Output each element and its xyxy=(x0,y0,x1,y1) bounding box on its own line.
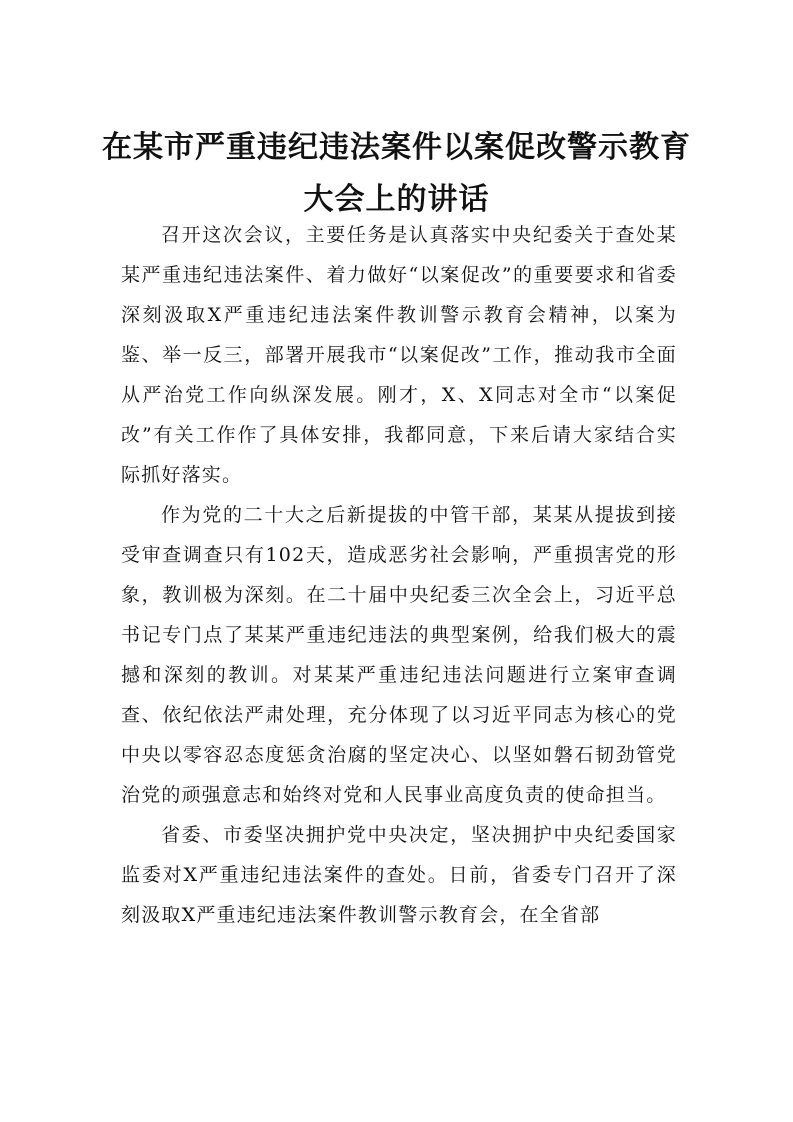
document-body xyxy=(121,215,677,935)
paragraph-1: 召开这次会议，主要任务是认真落实中央纪委关于查处某某严重违纪违法案件、着力做好“以案促改”的重要要求和省委深刻汲取X严重违纪违法案件教训警示教育会精神，以案为鉴、举一反三，部署开展我市“以案促改”工作，推动我市全面从严治党工作向纵深发展。刚才，X、X同志对全市“以案促改”有关工作作了具体安排，我都同意，下来后请大家结合实际抓好落实。 xyxy=(121,224,677,486)
paragraph-3: 省委、市委坚决拥护党中央决定，坚决拥护中央纪委国家监委对X严重违纪违法案件的查处。日前，省委专门召开了深刻汲取X严重违纪违法案件教训警示教育会，在全省部 xyxy=(121,824,677,926)
paragraph-2: 作为党的二十大之后新提拔的中管干部，某某从提拔到接受审查调查只有102天，造成恶劣社会影响，严重损害党的形象，教训极为深刻。在二十届中央纪委三次全会上，习近平总书记专门点了某某严重违纪违法的典型案例，给我们极大的震撼和深刻的教训。对某某严重违纪违法问题进行立案审查调查、依纪依法严肃处理，充分体现了以习近平同志为核心的党中央以零容忍态度惩贪治腐的坚定决心、以坚如磐石韧劲管党治党的顽强意志和始终对党和人民事业高度负责的使命担当。 xyxy=(121,504,677,806)
document-title: 在某市严重违纪违法案件以案促改警示教育大会上的讲话 xyxy=(102,130,691,217)
